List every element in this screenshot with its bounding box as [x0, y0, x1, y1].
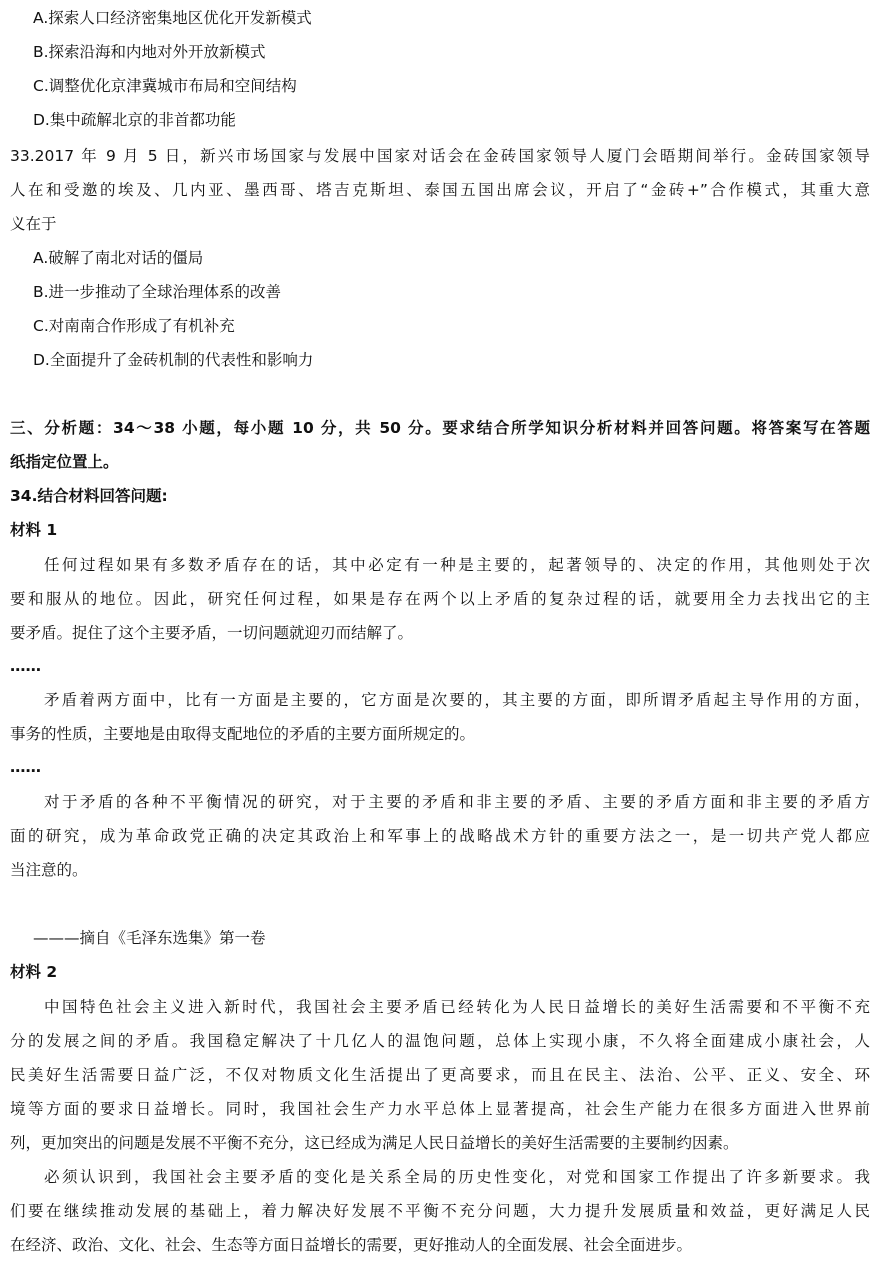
material-label: 材料 1	[10, 521, 58, 539]
paragraph-line: 必须认识到，我国社会主要矛盾的变化是关系全局的历史性变化，对党和国家工作提出了许多新要求。我	[44, 1168, 870, 1186]
paragraph-line: 要矛盾。捉住了这个主要矛盾，一切问题就迎刃而结解了。	[10, 624, 414, 642]
q33-option-b: B.进一步推动了全球治理体系的改善	[33, 283, 282, 301]
material-label: 材料 2	[10, 963, 58, 981]
q32-option-b: B.探索沿海和内地对外开放新模式	[33, 43, 266, 61]
section-heading: 三、分析题：34～38 小题，每小题 10 分，共 50 分。要求结合所学知识分析材料并回答问题。将答案写在答题	[10, 419, 870, 437]
paragraph-line: 们要在继续推动发展的基础上，着力解决好发展不平衡不充分问题，大力提升发展质量和效益，更好满足人民	[10, 1202, 870, 1220]
paragraph-line: 面的研究，成为革命政党正确的决定其政治上和军事上的战略战术方针的重要方法之一，是一切共产党人都应	[10, 827, 870, 845]
section-heading: 纸指定位置上。	[10, 453, 119, 471]
paragraph-line: 列，更加突出的问题是发展不平衡不充分，这已经成为满足人民日益增长的美好生活需要的主要制约因素。	[10, 1134, 739, 1152]
q32-option-a: A.探索人口经济密集地区优化开发新模式	[33, 9, 312, 27]
q32-option-c: C.调整优化京津冀城市布局和空间结构	[33, 77, 297, 95]
paragraph-line: 矛盾着两方面中，比有一方面是主要的，它方面是次要的，其主要的方面，即所谓矛盾起主导作用的方面，	[44, 691, 870, 709]
q33-stem-line: 人在和受邀的埃及、几内亚、墨西哥、塔吉克斯坦、泰国五国出席会议，开启了“金砖+”合作模式，其重大意	[10, 181, 870, 199]
source-citation: ———摘自《毛泽东选集》第一卷	[33, 929, 266, 947]
paragraph-line: 任何过程如果有多数矛盾存在的话，其中必定有一种是主要的，起著领导的、决定的作用，其他则处于次	[44, 556, 870, 574]
paragraph-line: 民美好生活需要日益广泛，不仅对物质文化生活提出了更高要求，而且在民主、法治、公平、正义、安全、环	[10, 1066, 870, 1084]
paragraph-line: 对于矛盾的各种不平衡情况的研究，对于主要的矛盾和非主要的矛盾、主要的矛盾方面和非主要的矛盾方	[44, 793, 870, 811]
paragraph-line: 分的发展之间的矛盾。我国稳定解决了十几亿人的温饱问题，总体上实现小康，不久将全面建成小康社会，人	[10, 1032, 870, 1050]
ellipsis: ……	[10, 657, 41, 675]
q33-option-a: A.破解了南北对话的僵局	[33, 249, 204, 267]
question-title: 34.结合材料回答问题:	[10, 487, 168, 505]
q33-option-d: D.全面提升了金砖机制的代表性和影响力	[33, 351, 314, 369]
paragraph-line: 当注意的。	[10, 861, 88, 879]
q33-stem-line: 33.2017 年 9 月 5 日，新兴市场国家与发展中国家对话会在金砖国家领导人厦门会晤期间举行。金砖国家领导	[10, 147, 870, 165]
paragraph-line: 境等方面的要求日益增长。同时，我国社会生产力水平总体上显著提高，社会生产能力在很多方面进入世界前	[10, 1100, 870, 1118]
paragraph-line: 要和服从的地位。因此，研究任何过程，如果是存在两个以上矛盾的复杂过程的话，就要用全力去找出它的主	[10, 590, 870, 608]
ellipsis: ……	[10, 758, 41, 776]
paragraph-line: 在经济、政治、文化、社会、生态等方面日益增长的需要，更好推动人的全面发展、社会全面进步。	[10, 1236, 693, 1254]
q33-option-c: C.对南南合作形成了有机补充	[33, 317, 235, 335]
paragraph-line: 事务的性质，主要地是由取得支配地位的矛盾的主要方面所规定的。	[10, 725, 476, 743]
paragraph-line: 中国特色社会主义进入新时代，我国社会主要矛盾已经转化为人民日益增长的美好生活需要和不平衡不充	[44, 998, 870, 1016]
q32-option-d: D.集中疏解北京的非首都功能	[33, 111, 236, 129]
q33-stem-line: 义在于	[10, 215, 57, 233]
